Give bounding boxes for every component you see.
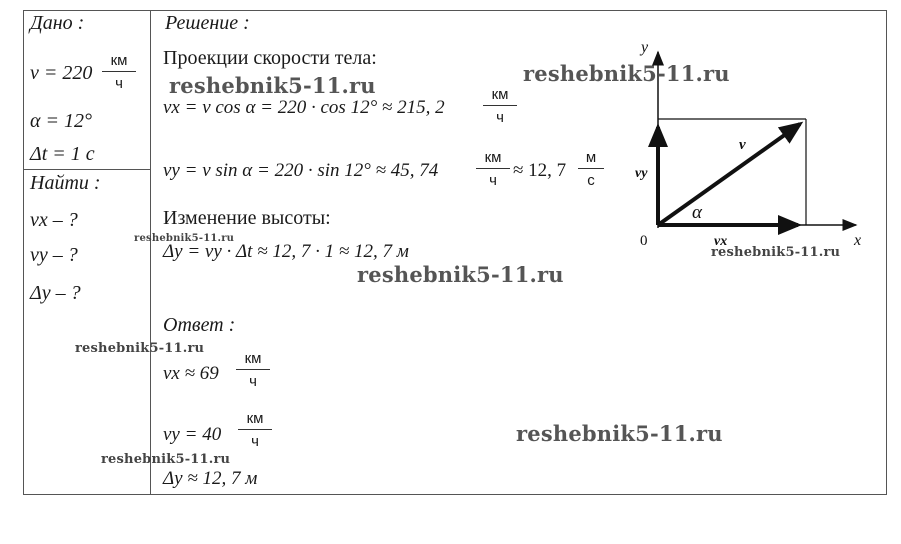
- given-header: Дано :: [30, 12, 85, 34]
- origin-label: 0: [640, 233, 648, 249]
- unit-denominator: ч: [251, 433, 259, 450]
- solution-header: Решение :: [165, 12, 250, 34]
- unit-denominator: ч: [115, 75, 123, 92]
- unit-numerator: км: [236, 350, 270, 370]
- solution-vx-equation: vx = v cos α = 220 · cos 12° ≈ 215, 2: [163, 97, 445, 118]
- unit-denominator: ч: [496, 109, 504, 126]
- find-dy: Δy – ?: [30, 282, 81, 304]
- watermark-1: reshebnik5-11.ru: [169, 73, 376, 98]
- find-vx: vx – ?: [30, 209, 78, 231]
- given-time: Δt = 1 с: [30, 143, 95, 165]
- watermark-5: reshebnik5-11.ru: [357, 262, 564, 287]
- given-velocity: v = 220: [30, 62, 93, 84]
- unit-denominator: с: [587, 172, 595, 189]
- watermark-8: reshebnik5-11.ru: [101, 452, 231, 467]
- answer-vx: vx ≈ 69: [163, 363, 219, 384]
- unit-numerator: км: [238, 410, 272, 430]
- solution-dy-equation: Δy = vy · Δt ≈ 12, 7 · 1 ≈ 12, 7 м: [163, 241, 409, 262]
- answer-header: Ответ :: [163, 314, 236, 336]
- axis-x-label: x: [854, 232, 862, 249]
- unit-denominator: ч: [489, 172, 497, 189]
- vector-vy-label: vy: [635, 166, 648, 181]
- vector-v-label: v: [739, 137, 746, 153]
- vector-vx-label: vx: [714, 234, 728, 249]
- given-angle: α = 12°: [30, 110, 92, 132]
- unit-numerator: м: [578, 149, 604, 169]
- unit-numerator: км: [483, 86, 517, 106]
- axis-y-label: y: [641, 39, 649, 56]
- unit-numerator: км: [102, 52, 136, 72]
- vector-v-arrow: [658, 124, 800, 225]
- answer-dy: Δy ≈ 12, 7 м: [163, 468, 258, 489]
- solution-vy-approx: ≈ 12, 7: [513, 160, 567, 181]
- find-header: Найти :: [30, 172, 101, 194]
- watermark-6: reshebnik5-11.ru: [75, 341, 205, 356]
- solution-vy-equation: vy = v sin α = 220 · sin 12° ≈ 45, 74: [163, 160, 439, 181]
- unit-numerator: км: [476, 149, 510, 169]
- watermark-3: reshebnik5-11.ru: [134, 233, 235, 244]
- watermark-7: reshebnik5-11.ru: [516, 421, 723, 446]
- solution-intro: Проекции скорости тела:: [163, 47, 377, 69]
- answer-vy: vy = 40: [163, 424, 222, 445]
- watermark-4: reshebnik5-11.ru: [711, 245, 841, 260]
- unit-denominator: ч: [249, 373, 257, 390]
- find-vy: vy – ?: [30, 244, 78, 266]
- solution-height-title: Изменение высоты:: [163, 207, 331, 229]
- watermark-2: reshebnik5-11.ru: [523, 61, 730, 86]
- angle-label: α: [692, 202, 702, 223]
